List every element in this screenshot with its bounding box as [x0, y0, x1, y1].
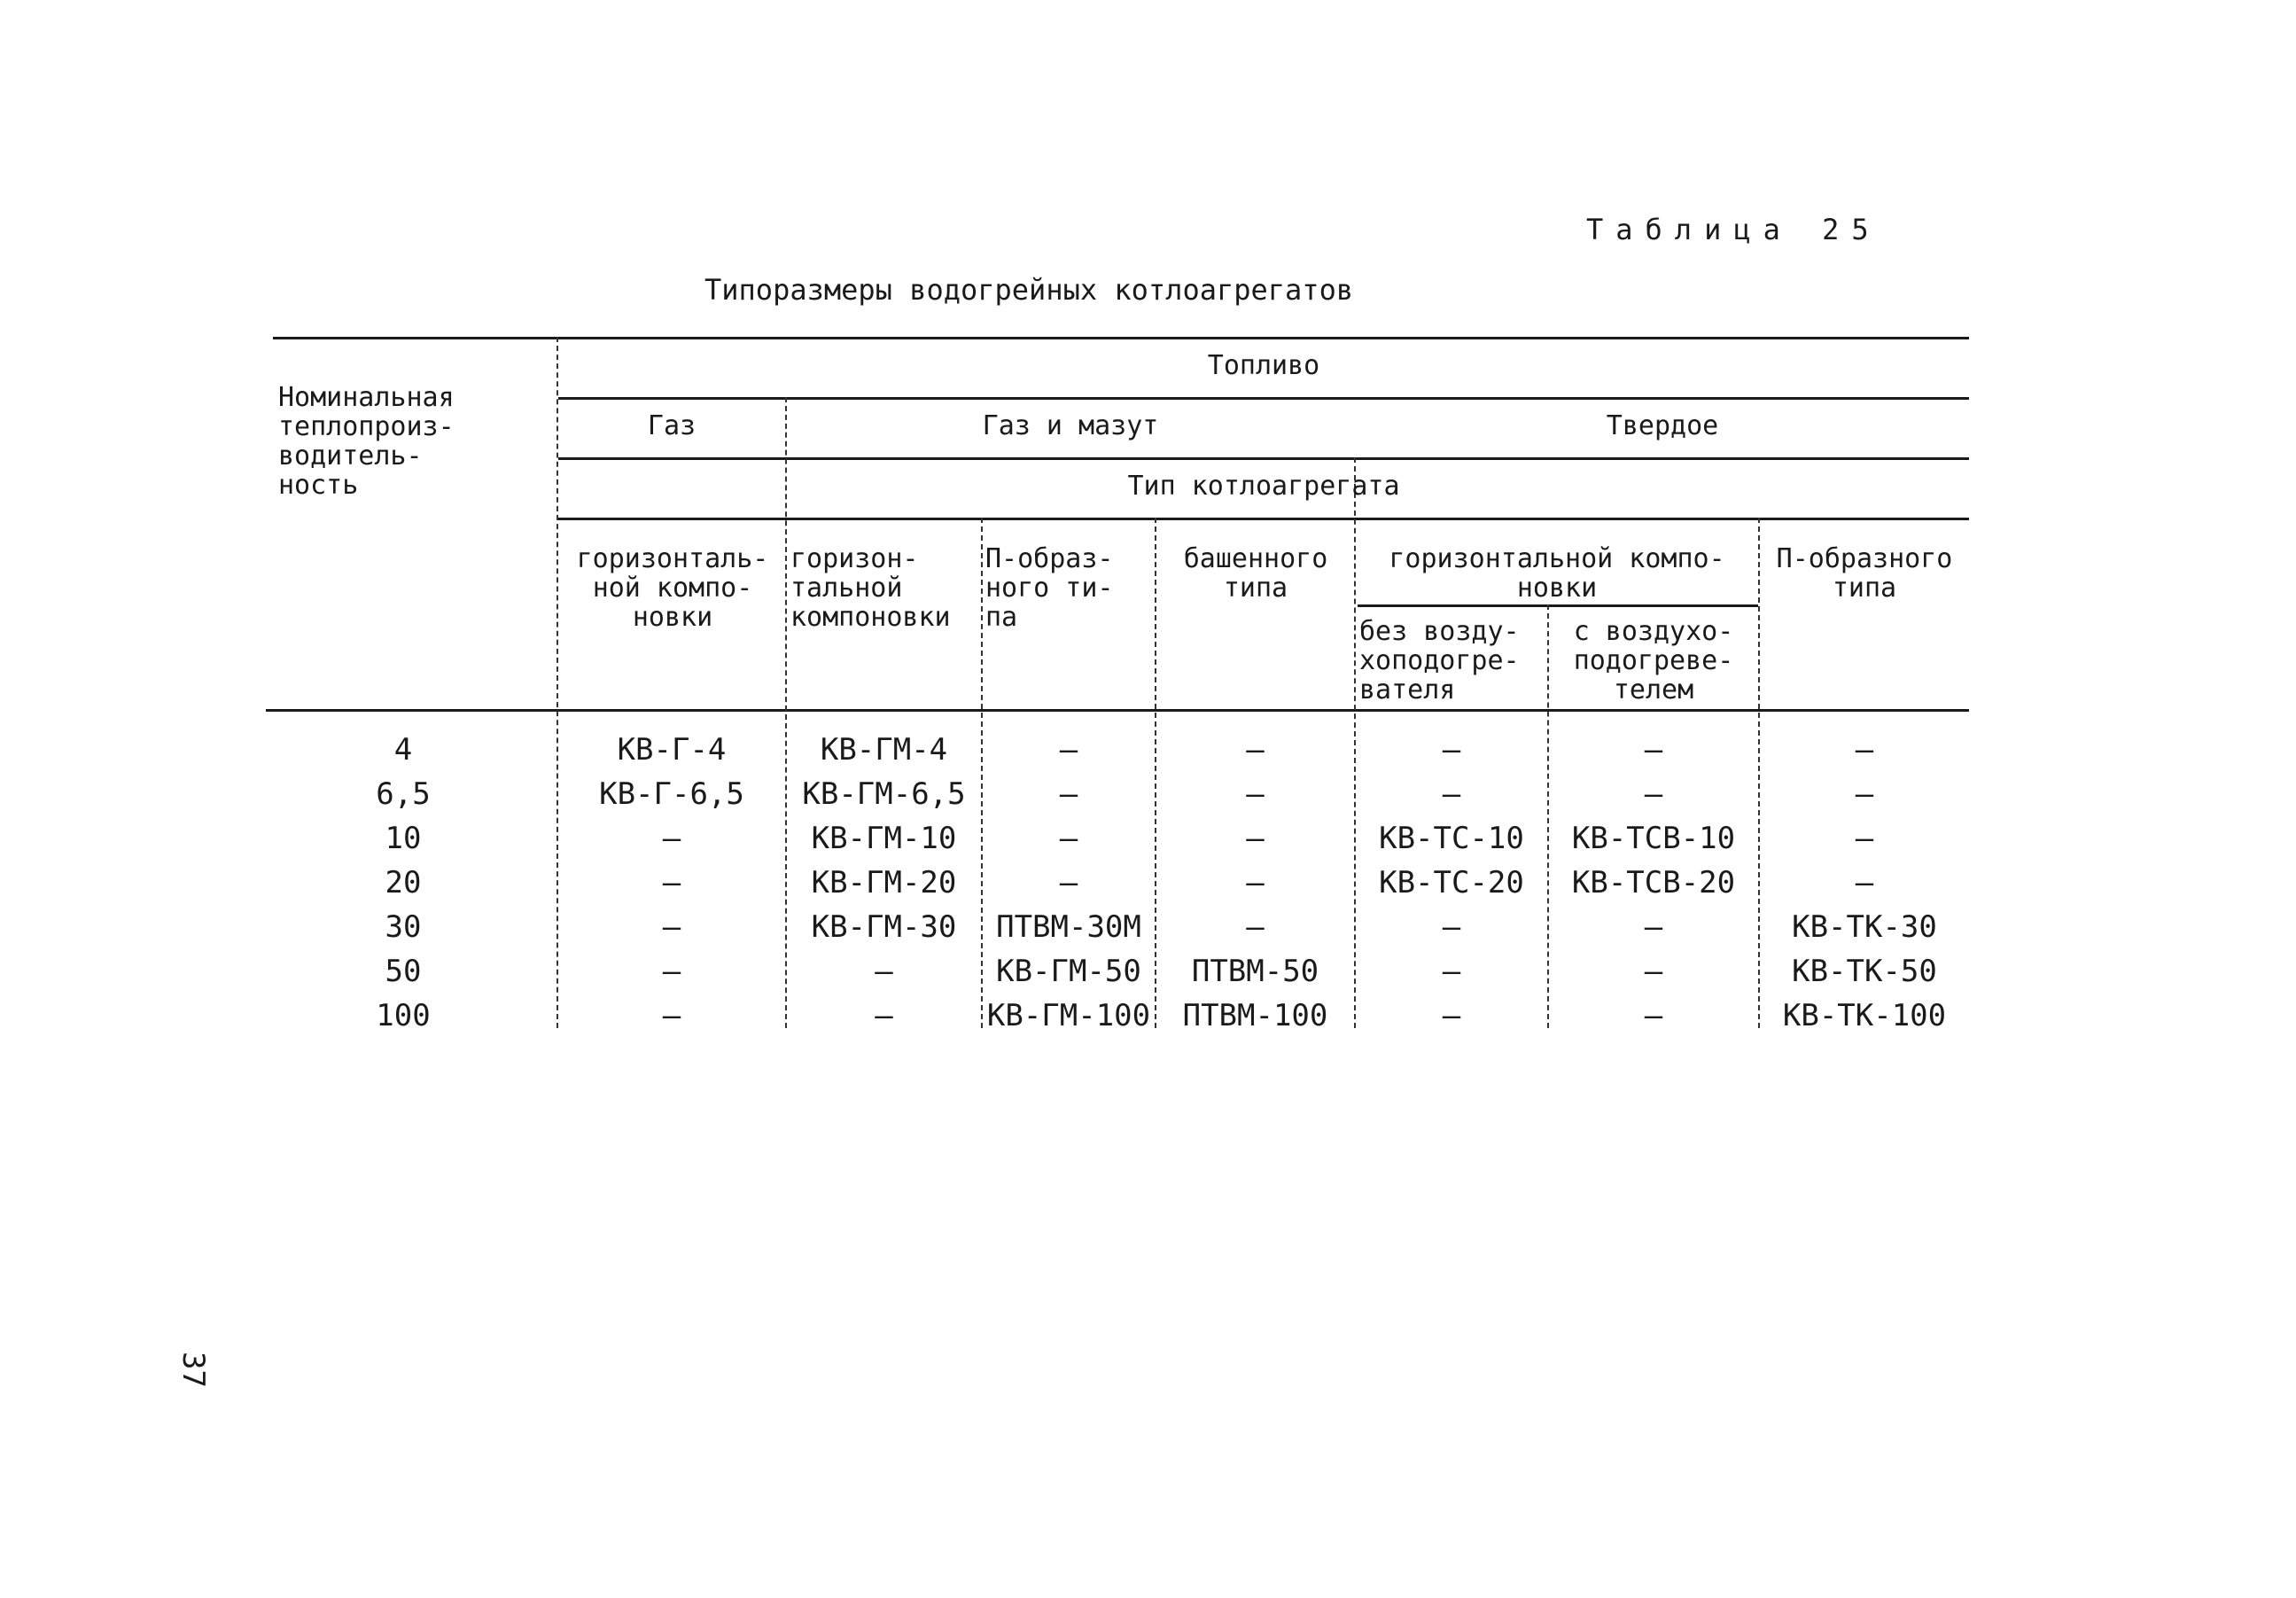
cell-gasoil-p: –	[1059, 865, 1078, 900]
page-number: 37	[175, 1352, 211, 1388]
cell-solid-air: –	[1644, 776, 1663, 812]
table-row	[266, 954, 1969, 996]
cell-gas-horizontal: –	[662, 865, 681, 900]
header-gasoil-tower: башенного типа	[1183, 543, 1328, 604]
cell-solid-air: –	[1644, 998, 1663, 1033]
table-row	[266, 821, 1969, 863]
header-solid: Твердое	[1606, 410, 1719, 441]
cell-gas-horizontal: –	[662, 821, 681, 856]
header-solid-air: с воздухо- подогреве- телем	[1573, 616, 1734, 705]
cell-gasoil-horizontal: КВ-ГМ-4	[820, 732, 948, 768]
table-row	[266, 909, 1969, 952]
cell-gasoil-tower: –	[1246, 732, 1265, 768]
cell-capacity: 10	[385, 821, 422, 856]
cell-solid-air: КВ-ТСВ-10	[1571, 821, 1736, 856]
rule-fuel	[558, 397, 1969, 400]
cell-gasoil-tower: –	[1246, 865, 1265, 900]
cell-gasoil-tower: ПТВМ-100	[1182, 998, 1328, 1033]
cell-capacity: 30	[385, 909, 422, 945]
header-gas-oil: Газ и мазут	[982, 410, 1159, 441]
cell-solid-no-air: –	[1442, 998, 1461, 1033]
table-row	[266, 865, 1969, 908]
cell-gas-horizontal: –	[662, 909, 681, 945]
cell-gasoil-tower: –	[1246, 776, 1265, 812]
header-solid-horizontal: горизонтальной компо- новки	[1389, 543, 1725, 604]
cell-gasoil-tower: –	[1246, 909, 1265, 945]
cell-capacity: 4	[393, 732, 413, 768]
header-fuel: Топливо	[1207, 350, 1320, 381]
table-row	[266, 776, 1969, 819]
cell-gasoil-horizontal: КВ-ГМ-20	[811, 865, 957, 900]
cell-capacity: 50	[385, 954, 422, 989]
table-number: Таблица 25	[1586, 213, 1881, 246]
cell-gas-horizontal: КВ-Г-6,5	[599, 776, 744, 812]
cell-solid-no-air: КВ-ТС-20	[1379, 865, 1524, 900]
table-row	[266, 732, 1969, 775]
cell-solid-p: КВ-ТК-30	[1792, 909, 1937, 945]
cell-gasoil-p: –	[1059, 776, 1078, 812]
cell-solid-no-air: КВ-ТС-10	[1379, 821, 1524, 856]
cell-capacity: 100	[376, 998, 431, 1033]
cell-gasoil-tower: –	[1246, 821, 1265, 856]
header-capacity: Номинальная теплопроиз- водитель- ность	[278, 382, 455, 501]
cell-solid-p: –	[1855, 732, 1874, 768]
rule-header-bottom	[266, 709, 1969, 712]
cell-gasoil-p: –	[1059, 732, 1078, 768]
cell-gas-horizontal: –	[662, 954, 681, 989]
cell-gasoil-p: КВ-ГМ-50	[996, 954, 1141, 989]
cell-solid-no-air: –	[1442, 954, 1461, 989]
cell-solid-air: –	[1644, 954, 1663, 989]
cell-solid-air: –	[1644, 909, 1663, 945]
cell-gasoil-tower: ПТВМ-50	[1191, 954, 1319, 989]
cell-solid-no-air: –	[1442, 776, 1461, 812]
cell-gas-horizontal: –	[662, 998, 681, 1033]
rule-top	[273, 337, 1969, 339]
cell-capacity: 6,5	[376, 776, 431, 812]
header-solid-p: П-образного типа	[1776, 543, 1953, 604]
cell-solid-air: –	[1644, 732, 1663, 768]
cell-solid-p: КВ-ТК-100	[1782, 998, 1947, 1033]
cell-solid-no-air: –	[1442, 909, 1461, 945]
cell-solid-p: –	[1855, 865, 1874, 900]
cell-gasoil-horizontal: КВ-ГМ-10	[811, 821, 957, 856]
cell-capacity: 20	[385, 865, 422, 900]
cell-gasoil-p: –	[1059, 821, 1078, 856]
table-row	[266, 998, 1969, 1041]
table-caption: Типоразмеры водогрейных котлоагрегатов	[704, 273, 1354, 307]
header-gas: Газ	[647, 410, 697, 441]
cell-gasoil-p: КВ-ГМ-100	[986, 998, 1151, 1033]
rule-fuel-kinds	[558, 457, 1969, 460]
header-boiler-type: Тип котлоагрегата	[1127, 471, 1400, 502]
cell-gasoil-horizontal: –	[875, 998, 893, 1033]
cell-solid-p: КВ-ТК-50	[1792, 954, 1937, 989]
header-solid-no-air: без возду- хоподогре- вателя	[1359, 616, 1520, 705]
cell-gasoil-p: ПТВМ-30М	[996, 909, 1141, 945]
cell-solid-p: –	[1855, 821, 1874, 856]
header-gasoil-p: П-образ- ного ти- па	[985, 543, 1114, 633]
cell-gas-horizontal: КВ-Г-4	[617, 732, 727, 768]
cell-solid-p: –	[1855, 776, 1874, 812]
cell-solid-no-air: –	[1442, 732, 1461, 768]
rule-solid-horizontal	[1358, 604, 1758, 607]
header-gasoil-horizontal: горизон- тальной компоновки	[790, 543, 951, 633]
cell-gasoil-horizontal: –	[875, 954, 893, 989]
cell-solid-air: КВ-ТСВ-20	[1571, 865, 1736, 900]
header-gas-horizontal: горизонталь- ной компо- новки	[576, 543, 769, 633]
cell-gasoil-horizontal: КВ-ГМ-30	[811, 909, 957, 945]
cell-gasoil-horizontal: КВ-ГМ-6,5	[802, 776, 966, 812]
boiler-sizes-table	[266, 337, 1969, 1033]
